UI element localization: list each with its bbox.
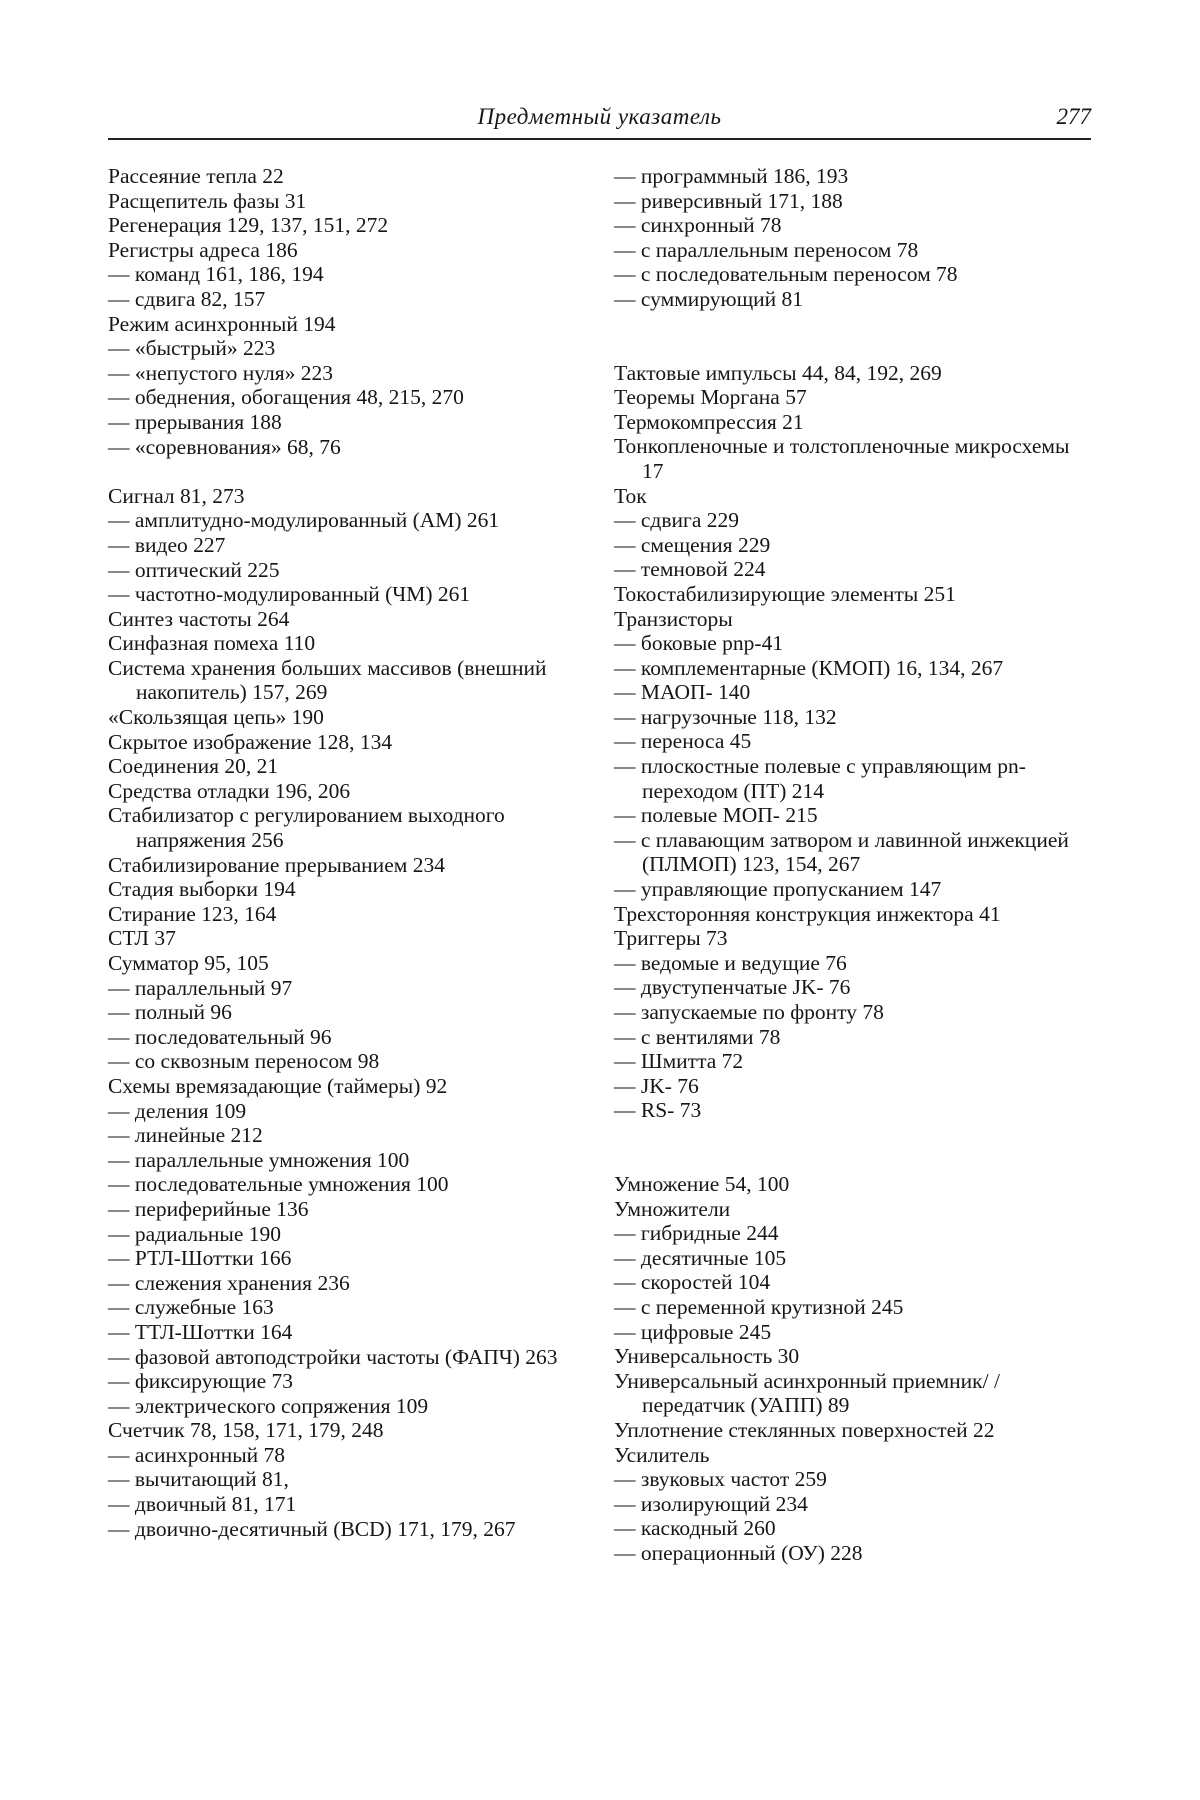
page-header [108, 104, 1091, 140]
index-entry: — с плавающим затвором и лавинной инжекцией (ПЛМОП) 123, 154, 267 [614, 827, 1069, 877]
index-entry: Счетчик 78, 158, 171, 179, 248 [108, 1418, 384, 1443]
index-entry: Схемы времязадающие (таймеры) 92 [108, 1073, 448, 1098]
index-entry: — деления 109 [108, 1098, 247, 1123]
index-column-right [614, 164, 1092, 1565]
index-entry: — последовательный 96 [108, 1024, 332, 1049]
index-entry: — амплитудно-модулированный (АМ) 261 [108, 508, 500, 533]
index-entry: — звуковых частот 259 [614, 1467, 827, 1492]
index-entry: — линейные 212 [108, 1123, 263, 1148]
index-entry: — оптический 225 [108, 557, 280, 582]
index-entry: — комплементарные (КМОП) 16, 134, 267 [614, 655, 1004, 680]
index-entry: — Шмитта 72 [614, 1049, 744, 1074]
index-entry: — цифровые 245 [614, 1319, 772, 1344]
index-entry: Соединения 20, 21 [108, 754, 279, 779]
index-entry: Тактовые импульсы 44, 84, 192, 269 [614, 360, 942, 385]
index-entry: — каскодный 260 [614, 1516, 776, 1541]
index-entry: — с переменной крутизной 245 [614, 1294, 904, 1319]
index-entry: — темновой 224 [614, 557, 766, 582]
index-entry: Сумматор 95, 105 [108, 951, 269, 975]
index-group-t [614, 361, 1092, 1123]
index-entry: Умножители [614, 1196, 731, 1221]
index-entry: — двоично-десятичный (BCD) 171, 179, 267 [108, 1516, 516, 1541]
index-entry: — слежения хранения 236 [108, 1270, 350, 1295]
index-entry: — двоичный 81, 171 [108, 1492, 297, 1517]
index-entry: — JK- 76 [614, 1073, 699, 1098]
index-entry: — двуступенчатые JK- 76 [614, 975, 851, 1000]
page-number: 277 [1056, 104, 1091, 129]
index-entry: — сдвига 229 [614, 508, 740, 533]
index-entry: — со сквозным переносом 98 [108, 1049, 380, 1074]
index-entry: — боковые pnp-41 [614, 631, 784, 656]
index-entry: — вычитающий 81, [108, 1467, 289, 1492]
index-entry: — периферийные 136 [108, 1196, 309, 1221]
index-entry: — ведомые и ведущие 76 [614, 950, 847, 975]
index-entry: — смещения 229 [614, 532, 771, 557]
index-entry: Умножение 54, 100 [614, 1171, 790, 1196]
index-entry: — фиксирующие 73 [108, 1369, 294, 1394]
index-entry: Триггеры 73 [614, 926, 728, 951]
index-entry: Термокомпрессия 21 [614, 409, 804, 434]
index-entry: Уплотнение стеклянных поверхностей 22 [614, 1417, 995, 1442]
index-entry: — последовательные умножения 100 [108, 1172, 449, 1197]
index-entry: — радиальные 190 [108, 1221, 281, 1246]
index-entry: — сдвига 82, 157 [108, 286, 266, 311]
index-entry: Регистры адреса 186 [108, 237, 298, 262]
index-entry: — RS- 73 [614, 1098, 702, 1123]
group-spacer [614, 312, 1092, 361]
index-entry: — асинхронный 78 [108, 1442, 286, 1467]
index-entry: Теоремы Моргана 57 [614, 385, 807, 410]
index-group-r [614, 164, 1092, 312]
index-entry: — параллельный 97 [108, 975, 293, 1000]
index-entry: СТЛ 37 [108, 926, 176, 951]
index-entry: Усилитель [614, 1442, 710, 1467]
index-entry: Система хранения больших массивов (внешний накопитель) 157, 269 [108, 655, 547, 705]
index-entry: — «быстрый» 223 [108, 336, 276, 361]
running-title: Предметный указатель [477, 104, 722, 129]
index-entry: Стабилизатор с регулированием выходного напряжения 256 [108, 803, 505, 853]
index-entry: Режим асинхронный 194 [108, 311, 336, 336]
index-entry: — программный 186, 193 [614, 164, 849, 188]
index-entry: — скоростей 104 [614, 1270, 771, 1295]
index-entry: Токостабилизирующие элементы 251 [614, 581, 956, 606]
index-entry: Стадия выборки 194 [108, 877, 296, 902]
index-entry: — десятичные 105 [614, 1245, 787, 1270]
index-entry: — электрического сопряжения 109 [108, 1393, 429, 1418]
index-group-u [614, 1172, 1092, 1566]
group-spacer [108, 459, 586, 484]
index-entry: — гибридные 244 [614, 1221, 779, 1246]
index-entry: — обеднения, обогащения 48, 215, 270 [108, 385, 464, 410]
index-entry: — переноса 45 [614, 729, 752, 754]
index-entry: Тонкопленочные и толстопленочные микросхемы 17 [614, 434, 1070, 483]
index-entry: Стирание 123, 164 [108, 901, 277, 926]
index-entry: — полный 96 [108, 1000, 232, 1025]
index-entry: — фазовой автоподстройки частоты (ФАПЧ) 263 [108, 1344, 558, 1369]
index-entry: — операционный (ОУ) 228 [614, 1540, 863, 1565]
index-entry: Расщепитель фазы 31 [108, 188, 307, 213]
index-entry: — РТЛ-Шоттки 166 [108, 1246, 292, 1271]
index-entry: — риверсивный 171, 188 [614, 188, 843, 213]
index-entry: — с последовательным переносом 78 [614, 262, 958, 287]
index-entry: — ТТЛ-Шоттки 164 [108, 1319, 293, 1344]
index-entry: — с вентилями 78 [614, 1024, 781, 1049]
index-entry: Рассеяние тепла 22 [108, 164, 284, 188]
index-entry: Средства отладки 196, 206 [108, 778, 351, 803]
index-entry: — плоскостные полевые с управляющим pn-переходом (ПТ) 214 [614, 754, 1026, 803]
index-entry: — частотно-модулированный (ЧМ) 261 [108, 582, 471, 607]
index-entry: — параллельные умножения 100 [108, 1147, 410, 1172]
index-entry: — служебные 163 [108, 1295, 274, 1320]
index-entry: Транзисторы [614, 606, 733, 631]
index-entry: — управляющие пропусканием 147 [614, 877, 942, 902]
index-entry: Сигнал 81, 273 [108, 483, 245, 508]
index-entry: — суммирующий 81 [614, 286, 804, 311]
index-entry: — с параллельным переносом 78 [614, 237, 919, 262]
index-entry: — полевые МОП- 215 [614, 803, 818, 828]
group-spacer [614, 1123, 1092, 1172]
index-column-left [108, 164, 586, 1541]
index-entry: Ток [614, 483, 647, 508]
index-entry: Синтез частоты 264 [108, 606, 290, 631]
index-entry: Трехсторонняя конструкция инжектора 41 [614, 901, 1001, 926]
index-entry: — нагрузочные 118, 132 [614, 704, 837, 729]
index-entry: — «соревнования» 68, 76 [108, 434, 341, 459]
index-entry: — синхронный 78 [614, 213, 782, 238]
index-entry: — изолирующий 234 [614, 1491, 808, 1516]
index-entry: Стабилизирование прерыванием 234 [108, 852, 445, 877]
index-entry: — МАОП- 140 [614, 680, 751, 705]
index-entry: — запускаемые по фронту 78 [614, 1000, 884, 1024]
index-entry: — прерывания 188 [108, 409, 282, 434]
index-entry: — команд 161, 186, 194 [108, 262, 324, 287]
index-entry: «Скользящая цепь» 190 [108, 705, 324, 730]
index-entry: Регенерация 129, 137, 151, 272 [108, 213, 389, 238]
index-entry: Универсальность 30 [614, 1344, 800, 1369]
index-entry: — видео 227 [108, 532, 226, 557]
index-entry: Универсальный асинхронный приемник/ /передатчик (УАПП) 89 [614, 1368, 1000, 1418]
index-entry: Синфазная помеха 110 [108, 631, 316, 656]
index-entry: — «непустого нуля» 223 [108, 360, 334, 385]
index-entry: Скрытое изображение 128, 134 [108, 729, 393, 754]
